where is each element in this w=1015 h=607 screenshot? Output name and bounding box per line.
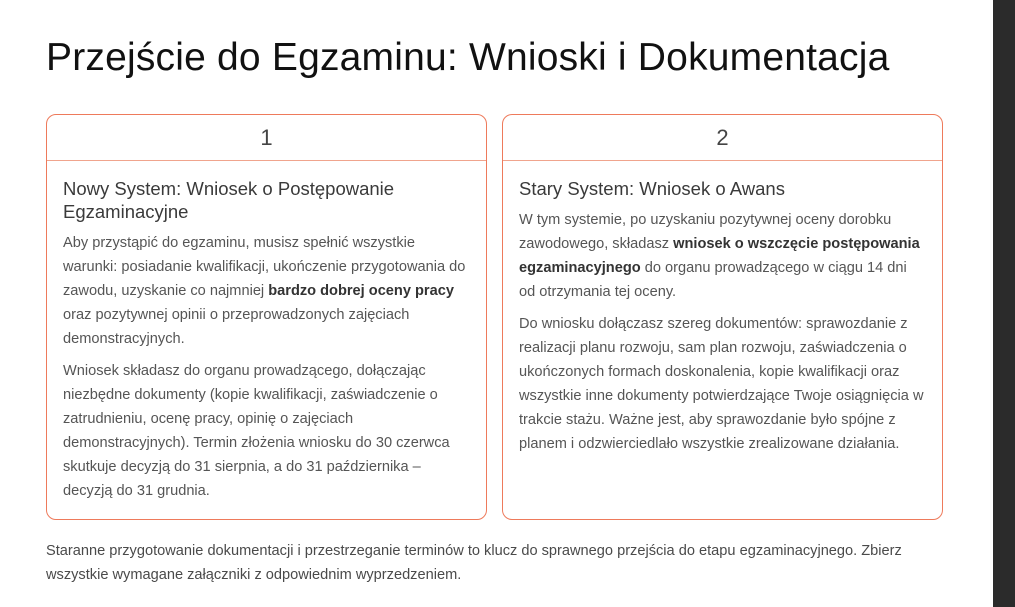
emphasis-text: bardzo dobrej oceny pracy (268, 283, 454, 299)
paragraph-text: Aby przystąpić do egzaminu, musisz spełnić wszystkie warunki: posiadanie kwalifikacji, ukończenie przygotowania do zawodu, uzyskanie co najmniej (63, 235, 466, 299)
card-paragraph-requirements (63, 231, 470, 351)
step-number: 1 (47, 115, 486, 161)
card-body (503, 161, 942, 456)
card-paragraph-application (519, 208, 926, 304)
page-title: Przejście do Egzaminu: Wnioski i Dokumentacja (46, 36, 890, 79)
paragraph-text: do organu prowadzącego w ciągu 14 dni od otrzymania tej oceny. (519, 260, 907, 300)
card-heading: Nowy System: Wniosek o Postępowanie Egzaminacyjne (63, 178, 395, 222)
emphasis-text: wniosek o wszczęcie postępowania egzaminacyjnego (519, 236, 920, 276)
paragraph-text: oraz pozytywnej opinii o przeprowadzonych zajęciach demonstracyjnych. (63, 307, 410, 347)
card-paragraph-documents: Do wniosku dołączasz szereg dokumentów: sprawozdanie z realizacji planu rozwoju, sam plan rozwoju, zaświadczenia o ukończonych formach doskonalenia, kopie kwalifikacji oraz wszystkie inne dokumenty potwierdzające Twoje osiągnięcia w trakcie stażu. Ważne jest, aby sprawozdanie było spójne z planem i odzwierciedlało wszystkie zrealizowane działania. (519, 316, 924, 452)
card-paragraph-submission: Wniosek składasz do organu prowadzącego, dołączając niezbędne dokumenty (kopie kwalifikacji, zaświadczenie o zatrudnieniu, ocenę pracy, opinię o zajęciach demonstracyjnych). Termin złożenia wniosku do 30 czerwca skutkuje decyzją do 31 sierpnia, a do 31 października – decyzją do 31 grudnia. (63, 363, 450, 499)
card-body (47, 161, 486, 503)
step-card-new-system (46, 114, 487, 520)
card-heading: Stary System: Wniosek o Awans (519, 178, 785, 199)
paragraph-text: W tym systemie, po uzyskaniu pozytywnej oceny dorobku zawodowego, składasz (519, 212, 892, 252)
summary-text: Staranne przygotowanie dokumentacji i przestrzeganie terminów to klucz do sprawnego przejścia do etapu egzaminacyjnego. Zbierz wszystkie wymagane załączniki z odpowiednim wyprzedzeniem. (46, 543, 902, 583)
scrollbar[interactable] (993, 0, 1015, 607)
step-number: 2 (503, 115, 942, 161)
step-card-old-system (502, 114, 943, 520)
